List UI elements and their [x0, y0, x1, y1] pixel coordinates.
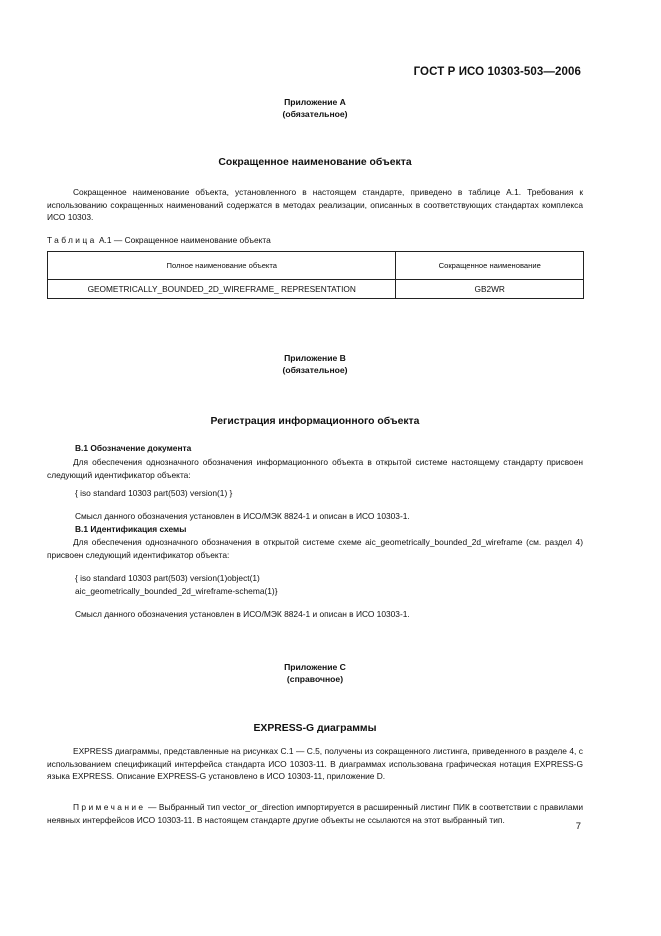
object-identifier-2-line-1: { iso standard 10303 part(503) version(1)object(1) — [75, 573, 260, 583]
annex-c-heading: Приложение С — [284, 662, 346, 672]
annex-b-status: (обязательное) — [282, 365, 348, 375]
annex-a-status: (обязательное) — [282, 109, 348, 119]
annex-a-title: Сокращенное наименование объекта — [218, 157, 412, 168]
table-caption-prefix: Таблица — [47, 235, 97, 245]
section-b1-schema-heading: В.1 Идентификация схемы — [75, 524, 187, 534]
annex-b-paragraph-2: Смысл данного обозначения установлен в ИСО/МЭК 8824-1 и описан в ИСО 10303-1. — [75, 511, 410, 521]
section-b1-heading: В.1 Обозначение документа — [75, 443, 192, 453]
table-cell: GEOMETRICALLY_BOUNDED_2D_WIREFRAME_ REPRESENTATION — [48, 280, 396, 299]
table-header-cell: Сокращенное наименование — [396, 252, 584, 280]
annex-c-status: (справочное) — [286, 674, 344, 684]
annex-c-note — [47, 801, 583, 826]
object-identifier-1: { iso standard 10303 part(503) version(1) } — [75, 488, 233, 498]
page-number: 7 — [575, 821, 581, 832]
annex-c-title: EXPRESS-G диаграммы — [253, 723, 377, 734]
table-row — [48, 280, 584, 299]
table-caption-text: А.1 — Сокращенное наименование объекта — [96, 235, 271, 245]
annex-a-heading: Приложение А — [284, 97, 346, 107]
table-caption — [47, 235, 271, 245]
annex-b-title: Регистрация информационного объекта — [210, 416, 420, 427]
table-header-row — [48, 252, 584, 280]
annex-b-paragraph-4: Смысл данного обозначения установлен в ИСО/МЭК 8824-1 и описан в ИСО 10303-1. — [75, 609, 410, 619]
annex-b-paragraph-3: Для обеспечения однозначного обозначения в открытой системе схеме aic_geometrically_bounded_2d_wireframe (см. раздел 4) присвоен следующий идентификатор объекта: — [47, 537, 583, 560]
object-identifier-2-line-2: aic_geometrically_bounded_2d_wireframe-schema(1)} — [75, 586, 278, 596]
annex-b-heading: Приложение В — [284, 353, 346, 363]
annex-c-paragraph: EXPRESS диаграммы, представленные на рисунках С.1 — С.5, получены из сокращенного листинга, приведенного в разделе 4, с использованием спецификаций интерфейса стандарта ИСО 10303-11. В диаграммах использована графическая нотация EXPRESS-G языка EXPRESS. Описание EXPRESS-G установлено в ИСО 10303-11, приложение D. — [47, 746, 583, 782]
note-text: — Выбранный тип vector_or_direction импортируется в расширенный листинг ПИК в соответствии с правилами неявных интерфейсов ИСО 10303-11. В настоящем стандарте другие объекты не ссылаются на этот выбранный тип. — [47, 802, 583, 825]
annex-a-paragraph: Сокращенное наименование объекта, установленного в настоящем стандарте, приведено в таблице А.1. Требования к использованию сокращенных наименований содержатся в методах реализации, описанных в соответствующих стандартах комплекса ИСО 10303. — [47, 187, 583, 223]
short-name-table — [47, 251, 584, 299]
document-code: ГОСТ Р ИСО 10303-503—2006 — [413, 66, 581, 78]
table-cell: GB2WR — [396, 280, 584, 299]
table-header-cell: Полное наименование объекта — [48, 252, 396, 280]
annex-b-paragraph-1: Для обеспечения однозначного обозначения информационного объекта в открытой системе настоящему стандарту присвоен следующий идентификатор объекта: — [47, 457, 583, 480]
note-prefix: Примечание — [73, 802, 146, 812]
